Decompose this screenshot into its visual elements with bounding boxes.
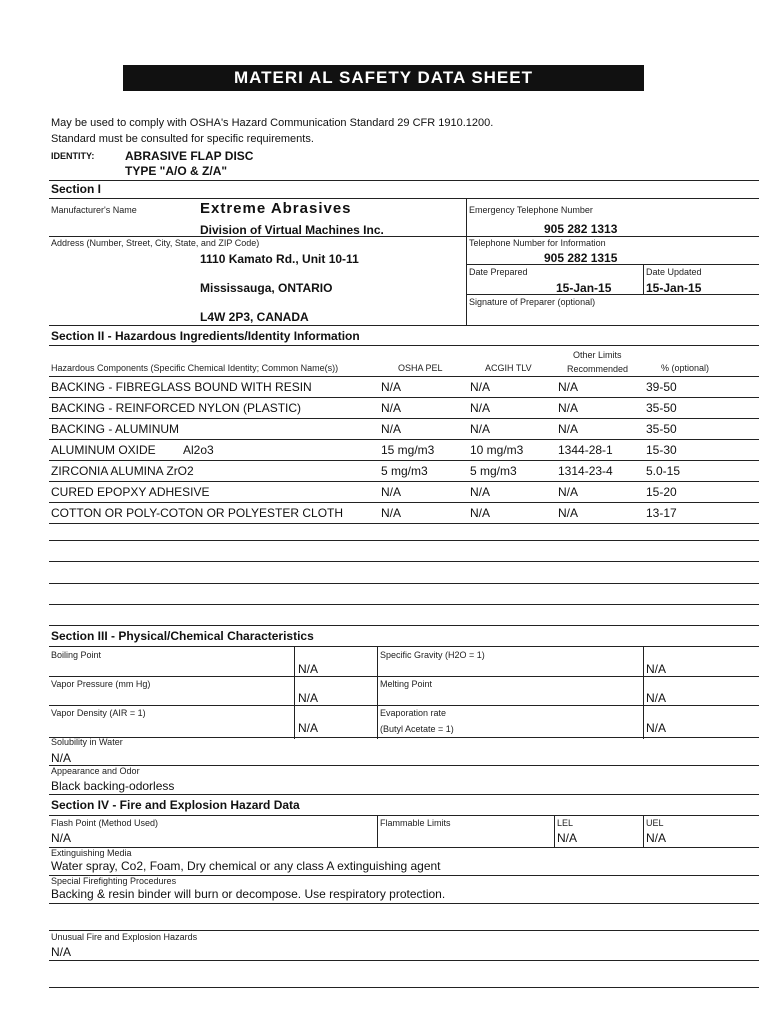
rule <box>466 264 759 265</box>
ingredient-name: BACKING - FIBREGLASS BOUND WITH RESIN <box>51 380 312 394</box>
ingredient-acgih: N/A <box>470 380 491 394</box>
evaporation-label: Evaporation rate <box>380 708 447 718</box>
melting-point-value: N/A <box>646 691 667 705</box>
ingredient-acgih: N/A <box>470 506 491 520</box>
uel-value: N/A <box>646 831 667 845</box>
rule <box>49 345 759 346</box>
col-other-1: Other Limits <box>573 350 622 360</box>
rule <box>49 460 759 461</box>
ingredient-name: ALUMINUM OXIDE <box>51 443 156 457</box>
rule <box>49 376 759 377</box>
section-3-heading: Section III - Physical/Chemical Characteristics <box>51 629 314 643</box>
col-acgih: ACGIH TLV <box>485 363 532 373</box>
emergency-phone: 905 282 1313 <box>544 222 618 236</box>
intro-line-1: May be used to comply with OSHA's Hazard Communication Standard 29 CFR 1910.1200. <box>51 117 494 129</box>
rule <box>49 930 759 931</box>
firefighting-procedures-value: Backing & resin binder will burn or decompose. Use respiratory protection. <box>51 887 446 901</box>
rule <box>49 236 466 237</box>
ingredient-other: 1344-28-1 <box>558 443 613 457</box>
divider <box>294 646 295 739</box>
info-phone-label: Telephone Number for Information <box>469 238 606 248</box>
manufacturer-name: Extreme Abrasives <box>200 200 352 217</box>
rule <box>49 418 759 419</box>
extinguishing-media-value: Water spray, Co2, Foam, Dry chemical or any class A extinguishing agent <box>51 859 441 873</box>
ingredient-osha: N/A <box>381 380 402 394</box>
ingredient-pct: 35-50 <box>646 401 677 415</box>
ingredient-acgih: 10 mg/m3 <box>470 443 524 457</box>
rule <box>49 676 759 677</box>
rule <box>49 523 759 524</box>
col-percent: % (optional) <box>661 363 710 373</box>
ingredient-other: N/A <box>558 506 579 520</box>
date-updated-label: Date Updated <box>646 267 702 277</box>
ingredient-name: BACKING - REINFORCED NYLON (PLASTIC) <box>51 401 302 415</box>
ingredient-osha: 5 mg/m3 <box>381 464 428 478</box>
manufacturer-label: Manufacturer's Name <box>51 205 137 215</box>
solubility-value: N/A <box>51 751 72 765</box>
section-1-heading: Section I <box>51 182 102 196</box>
ingredient-other: N/A <box>558 485 579 499</box>
ingredient-acgih: N/A <box>470 485 491 499</box>
vapor-density-label: Vapor Density (AIR = 1) <box>51 708 146 718</box>
vapor-pressure-label: Vapor Pressure (mm Hg) <box>51 679 151 689</box>
rule <box>49 397 759 398</box>
address-postal: L4W 2P3, CANADA <box>200 310 309 324</box>
divider <box>466 198 467 325</box>
address-label: Address (Number, Street, City, State, and ZIP Code) <box>51 238 260 248</box>
ingredient-pct: 5.0-15 <box>646 464 681 478</box>
rule <box>49 705 759 706</box>
divider <box>377 815 378 847</box>
rule <box>49 481 759 482</box>
divider <box>643 815 644 847</box>
ingredient-pct: 15-20 <box>646 485 677 499</box>
lel-value: N/A <box>557 831 578 845</box>
rule <box>49 903 759 904</box>
identity-line-1: ABRASIVE FLAP DISC <box>125 149 254 163</box>
rule <box>49 737 759 738</box>
address-street: 1110 Kamato Rd., Unit 10-11 <box>200 252 359 266</box>
ingredient-osha: N/A <box>381 485 402 499</box>
ingredient-name: COTTON OR POLY-COTON OR POLYESTER CLOTH <box>51 506 344 520</box>
section-2-heading: Section II - Hazardous Ingredients/Identity Information <box>51 329 360 343</box>
vapor-pressure-value: N/A <box>298 691 319 705</box>
boiling-point-label: Boiling Point <box>51 650 102 660</box>
col-osha: OSHA PEL <box>398 363 443 373</box>
rule <box>49 960 759 961</box>
ingredient-osha: N/A <box>381 401 402 415</box>
empty-row-rule <box>49 583 759 584</box>
col-components: Hazardous Components (Specific Chemical Identity; Common Name(s)) <box>51 363 339 373</box>
rule <box>49 439 759 440</box>
divider <box>643 646 644 739</box>
ingredient-name: ZIRCONIA ALUMINA ZrO2 <box>51 464 194 478</box>
vapor-density-value: N/A <box>298 721 319 735</box>
rule <box>49 794 759 795</box>
date-prepared-label: Date Prepared <box>469 267 528 277</box>
melting-point-label: Melting Point <box>380 679 433 689</box>
emergency-phone-label: Emergency Telephone Number <box>469 205 593 215</box>
ingredient-pct: 39-50 <box>646 380 677 394</box>
specific-gravity-value: N/A <box>646 662 667 676</box>
uel-label: UEL <box>646 818 664 828</box>
section-4-heading: Section IV - Fire and Explosion Hazard Data <box>51 798 300 812</box>
rule <box>49 502 759 503</box>
divider <box>643 264 644 294</box>
address-city: Mississauga, ONTARIO <box>200 281 333 295</box>
rule <box>49 325 759 326</box>
ingredient-osha: N/A <box>381 422 402 436</box>
empty-row-rule <box>49 561 759 562</box>
ingredient-pct: 15-30 <box>646 443 677 457</box>
solubility-label: Solubility in Water <box>51 737 123 747</box>
rule <box>49 198 759 199</box>
rule <box>466 236 759 237</box>
divider <box>554 815 555 847</box>
empty-row-rule <box>49 604 759 605</box>
ingredient-acgih: 5 mg/m3 <box>470 464 517 478</box>
lel-label: LEL <box>557 818 574 828</box>
firefighting-procedures-label: Special Firefighting Procedures <box>51 876 177 886</box>
rule <box>49 815 759 816</box>
identity-label: IDENTITY: <box>51 151 95 161</box>
date-prepared: 15-Jan-15 <box>556 281 612 295</box>
rule <box>49 625 759 626</box>
boiling-point-value: N/A <box>298 662 319 676</box>
ingredient-name: CURED EPOPXY ADHESIVE <box>51 485 210 499</box>
rule <box>49 646 759 647</box>
ingredient-pct: 13-17 <box>646 506 677 520</box>
empty-row-rule <box>49 540 759 541</box>
flammable-limits-label: Flammable Limits <box>380 818 451 828</box>
rule <box>466 294 759 295</box>
identity-line-2: TYPE "A/O & Z/A" <box>125 164 228 178</box>
ingredient-other: N/A <box>558 380 579 394</box>
ingredient-acgih: N/A <box>470 401 491 415</box>
division-name: Division of Virtual Machines Inc. <box>200 223 384 237</box>
evaporation-value: N/A <box>646 721 667 735</box>
flash-point-label: Flash Point (Method Used) <box>51 818 159 828</box>
page-title: MATERI AL SAFETY DATA SHEET <box>233 68 533 87</box>
appearance-label: Appearance and Odor <box>51 766 140 776</box>
col-other-2: Recommended <box>567 364 629 374</box>
info-phone: 905 282 1315 <box>544 251 618 265</box>
flash-point-value: N/A <box>51 831 72 845</box>
rule <box>49 987 759 988</box>
unusual-hazards-value: N/A <box>51 945 72 959</box>
ingredient-other: 1314-23-4 <box>558 464 613 478</box>
intro-line-2: Standard must be consulted for specific requirements. <box>51 133 314 145</box>
ingredient-other: N/A <box>558 401 579 415</box>
divider <box>377 646 378 739</box>
evaporation-sub-label: (Butyl Acetate = 1) <box>380 724 454 734</box>
specific-gravity-label: Specific Gravity (H2O = 1) <box>380 650 485 660</box>
unusual-hazards-label: Unusual Fire and Explosion Hazards <box>51 932 198 942</box>
date-updated: 15-Jan-15 <box>646 281 702 295</box>
extinguishing-media-label: Extinguishing Media <box>51 848 132 858</box>
signature-label: Signature of Preparer (optional) <box>469 297 596 307</box>
rule <box>49 847 759 848</box>
appearance-value: Black backing-odorless <box>51 779 175 793</box>
ingredient-formula: Al2o3 <box>183 443 214 457</box>
ingredient-acgih: N/A <box>470 422 491 436</box>
ingredient-osha: N/A <box>381 506 402 520</box>
rule <box>49 180 759 181</box>
ingredient-name: BACKING - ALUMINUM <box>51 422 180 436</box>
ingredient-osha: 15 mg/m3 <box>381 443 435 457</box>
ingredient-other: N/A <box>558 422 579 436</box>
ingredient-pct: 35-50 <box>646 422 677 436</box>
rule <box>49 765 759 766</box>
